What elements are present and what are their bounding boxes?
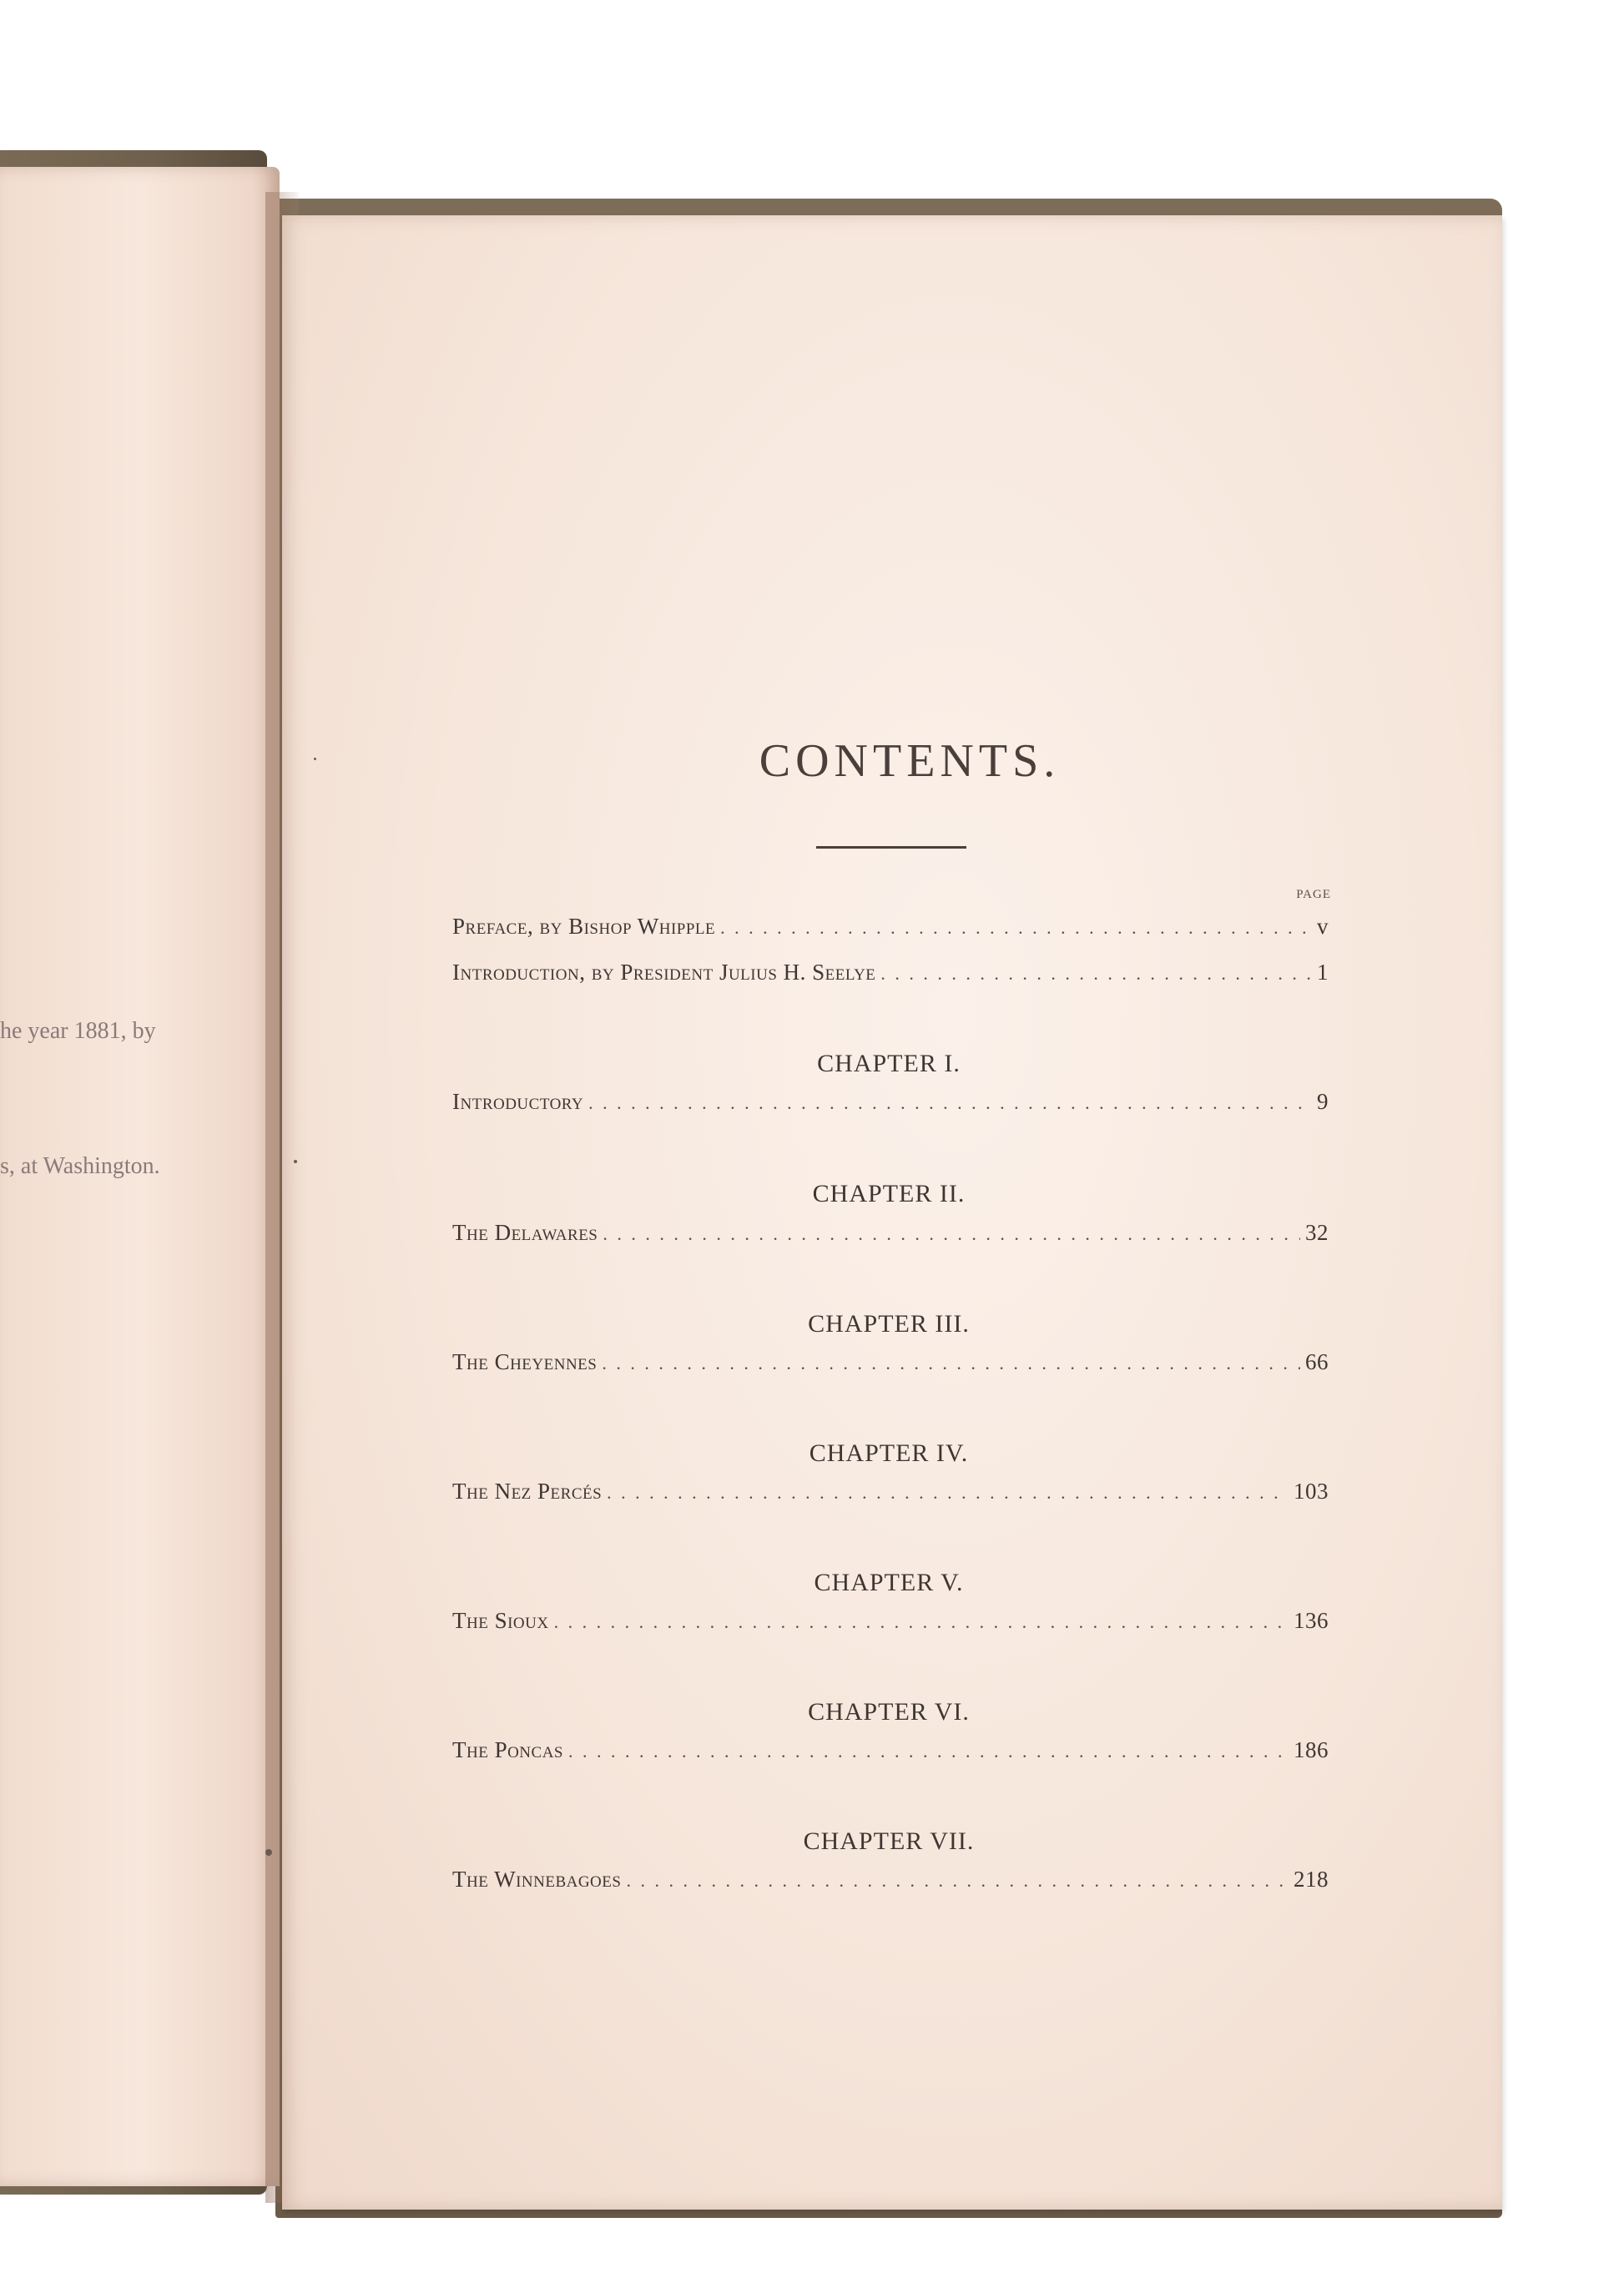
toc-entry-chapter-6[interactable] <box>452 1737 1329 1771</box>
toc-entry-page: 1 <box>1317 960 1329 985</box>
chapter-heading-5: CHAPTER V. <box>814 1569 964 1596</box>
toc-entry-preface[interactable] <box>452 914 1329 947</box>
leader-dots <box>568 1741 1289 1762</box>
toc-entry-page: 9 <box>1317 1089 1329 1114</box>
chapter-heading-3: CHAPTER III. <box>808 1310 970 1338</box>
toc-entry-page: 32 <box>1305 1220 1329 1245</box>
chapter-heading-2: CHAPTER II. <box>812 1180 966 1207</box>
toc-entry-chapter-7[interactable] <box>452 1867 1329 1900</box>
chapter-heading-6: CHAPTER VI. <box>808 1698 970 1726</box>
toc-entry-label: Introductory <box>452 1089 584 1114</box>
toc-entry-chapter-3[interactable] <box>452 1349 1329 1383</box>
chapter-heading-1: CHAPTER I. <box>817 1050 961 1077</box>
leader-dots <box>626 1870 1289 1892</box>
toc-entry-chapter-5[interactable] <box>452 1608 1329 1641</box>
toc-entry-page: 103 <box>1294 1479 1329 1504</box>
chapter-heading-7: CHAPTER VII. <box>803 1827 975 1855</box>
page-title: CONTENTS. <box>759 735 1061 787</box>
toc-entry-chapter-1[interactable] <box>452 1089 1329 1122</box>
toc-entry-label: Introduction, by President Julius H. Seelye <box>452 960 876 985</box>
leader-dots <box>880 963 1312 985</box>
toc-entry-label: The Sioux <box>452 1608 549 1633</box>
toc-entry-label: The Cheyennes <box>452 1349 598 1374</box>
page-column-heading: PAGE <box>1296 888 1331 901</box>
title-rule <box>816 846 966 849</box>
contents-page <box>282 215 1502 2210</box>
leader-dots <box>602 1353 1300 1374</box>
toc-entry-label: The Poncas <box>452 1737 563 1762</box>
toc-entry-page: 186 <box>1294 1737 1329 1762</box>
left-page-line-1: he year 1881, by <box>0 1018 156 1044</box>
toc-entry-introduction[interactable] <box>452 960 1329 993</box>
toc-entry-label: The Delawares <box>452 1220 598 1245</box>
leader-dots <box>588 1092 1312 1114</box>
toc-entry-chapter-4[interactable] <box>452 1479 1329 1512</box>
toc-entry-page: 66 <box>1305 1349 1329 1374</box>
paper-speck <box>314 758 316 760</box>
leader-dots <box>607 1482 1289 1504</box>
toc-entry-page: 218 <box>1294 1867 1329 1892</box>
toc-entry-label: The Nez Percés <box>452 1479 603 1504</box>
chapter-heading-4: CHAPTER IV. <box>809 1439 969 1467</box>
toc-entry-page: 136 <box>1294 1608 1329 1633</box>
left-page-line-2: s, at Washington. <box>0 1153 160 1179</box>
leader-dots <box>720 917 1312 939</box>
leader-dots <box>554 1611 1289 1633</box>
paper-speck <box>294 1160 297 1163</box>
toc-entry-chapter-2[interactable] <box>452 1220 1329 1253</box>
leader-dots <box>603 1223 1300 1245</box>
toc-entry-page: v <box>1317 914 1329 939</box>
paper-speck <box>265 1849 272 1856</box>
toc-entry-label: The Winnebagoes <box>452 1867 622 1892</box>
toc-entry-label: Preface, by Bishop Whipple <box>452 914 716 939</box>
